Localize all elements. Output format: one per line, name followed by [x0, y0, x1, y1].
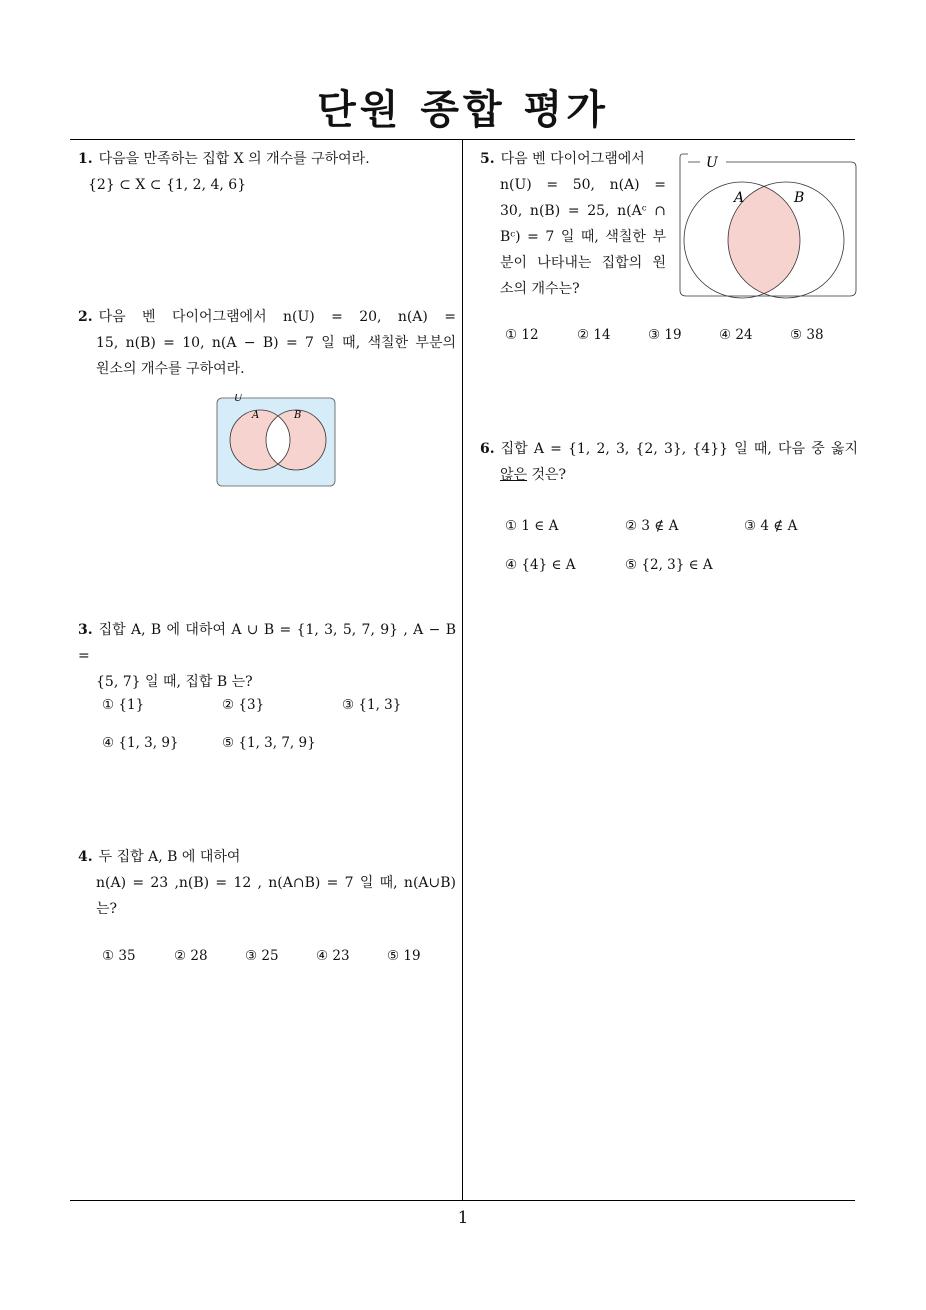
option-2[interactable]: ② 28: [174, 948, 208, 964]
option-5[interactable]: ⑤ 38: [790, 327, 824, 343]
question-text-line-1: 집합 A, B 에 대하여 A ∪ B = {1, 3, 5, 7, 9} , A − B =: [78, 622, 456, 664]
question-text: 다음을 만족하는 집합 X 의 개수를 구하여라.: [98, 151, 370, 167]
question-text-line-3: 원소의 개수를 구하여라.: [96, 361, 245, 377]
q2-venn-diagram: [216, 394, 336, 488]
question-number: 1.: [78, 151, 93, 167]
a-label: A: [734, 190, 745, 206]
question-5: [480, 146, 666, 302]
question-number: 2.: [78, 309, 93, 325]
question-text-line-2: n(A) = 23 ,n(B) = 12 , n(A∩B) = 7 일 때, n(A∪B): [96, 875, 456, 891]
question-number: 4.: [78, 849, 93, 865]
column-divider: [462, 139, 463, 1200]
question-text-line-2: 15, n(B) = 10, n(A − B) = 7 일 때, 색칠한 부분의: [96, 335, 456, 351]
option-5[interactable]: ⑤ {2, 3} ∈ A: [625, 557, 713, 573]
option-2[interactable]: ② 3 ∉ A: [625, 518, 679, 534]
q5-venn-diagram: [678, 150, 858, 300]
option-3[interactable]: ③ {1, 3}: [342, 697, 402, 713]
option-4[interactable]: ④ 24: [719, 327, 753, 343]
option-1[interactable]: ① 1 ∈ A: [505, 518, 559, 534]
question-text-line-4: Bᶜ) = 7 일 때, 색칠한 부: [500, 229, 666, 245]
u-label: U: [234, 394, 243, 404]
question-text-line-2: {5, 7} 일 때, 집합 B 는?: [96, 674, 253, 690]
option-3[interactable]: ③ 4 ∉ A: [744, 518, 798, 534]
question-text-line-2: n(U) = 50, n(A) =: [500, 177, 666, 193]
option-1[interactable]: ① 12: [505, 327, 539, 343]
option-5[interactable]: ⑤ {1, 3, 7, 9}: [222, 735, 316, 751]
question-1: [78, 146, 458, 198]
option-4[interactable]: ④ {1, 3, 9}: [102, 735, 179, 751]
question-text-line-1: 다음 벤 다이어그램에서 n(U) = 20, n(A) =: [98, 309, 456, 325]
underlined-negation: 않은: [500, 467, 528, 483]
page-title: 단원 종합 평가: [317, 87, 609, 133]
question-4: [78, 844, 456, 922]
question-number: 3.: [78, 622, 93, 638]
question-6: [480, 436, 858, 488]
question-text-line-2: 것은?: [527, 467, 567, 483]
question-formula: {2} ⊂ X ⊂ {1, 2, 4, 6}: [88, 177, 247, 193]
intersection-region: [728, 182, 844, 298]
question-3: [78, 617, 456, 695]
b-label: B: [294, 410, 302, 421]
question-number: 6.: [480, 441, 495, 457]
page-number: 1: [457, 1208, 469, 1228]
b-label: B: [794, 190, 805, 206]
option-2[interactable]: ② 14: [577, 327, 611, 343]
question-text-line-3: 30, n(B) = 25, n(Aᶜ ∩: [500, 203, 666, 219]
option-5[interactable]: ⑤ 19: [387, 948, 421, 964]
option-1[interactable]: ① {1}: [102, 697, 145, 713]
question-text-line-6: 소의 개수는?: [500, 281, 580, 297]
option-1[interactable]: ① 35: [102, 948, 136, 964]
a-label: A: [252, 410, 260, 421]
question-text-line-1: 두 집합 A, B 에 대하여: [98, 849, 241, 865]
option-3[interactable]: ③ 25: [245, 948, 279, 964]
option-4[interactable]: ④ {4} ∈ A: [505, 557, 576, 573]
question-2: [78, 304, 456, 382]
question-number: 5.: [480, 151, 495, 167]
u-label: U: [706, 155, 718, 171]
question-text-line-1: 집합 A = {1, 2, 3, {2, 3}, {4}} 일 때, 다음 중 옳지: [500, 441, 858, 457]
question-text-line-3: 는?: [96, 901, 118, 917]
option-3[interactable]: ③ 19: [648, 327, 682, 343]
question-text-line-5: 분이 나타내는 집합의 원: [500, 255, 666, 271]
question-text-line-1: 다음 벤 다이어그램에서: [500, 151, 645, 167]
footer-rule: [70, 1200, 855, 1201]
option-4[interactable]: ④ 23: [316, 948, 350, 964]
option-2[interactable]: ② {3}: [222, 697, 265, 713]
